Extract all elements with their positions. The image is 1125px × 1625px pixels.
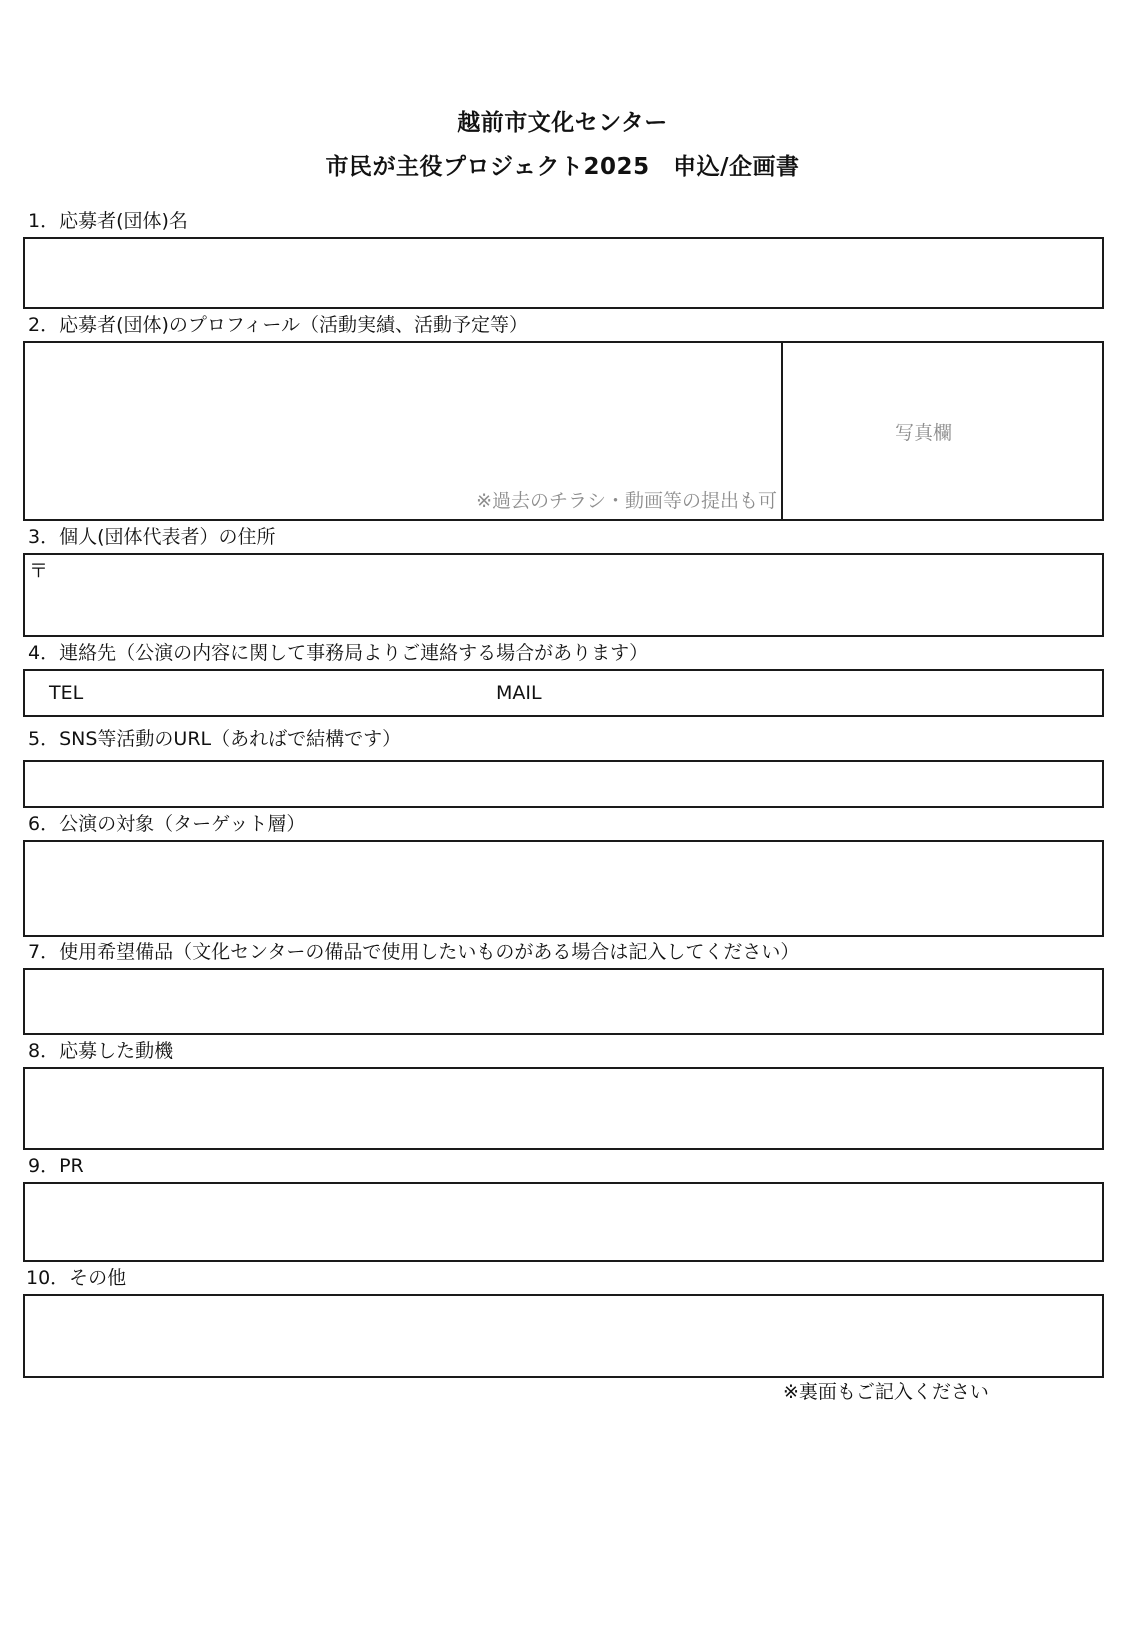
target-audience-field[interactable] <box>23 840 1104 937</box>
section-5-label: 5．SNS等活動のURL（あればで結構です） <box>28 728 402 750</box>
section-2-label: 2．応募者(団体)のプロフィール（活動実績、活動予定等） <box>28 314 529 336</box>
photo-divider <box>781 343 783 519</box>
section-4-label: 4．連絡先（公演の内容に関して事務局よりご連絡する場合があります） <box>28 642 649 664</box>
sns-url-field[interactable] <box>23 760 1104 808</box>
section-10-label: 10．その他 <box>26 1267 127 1289</box>
contact-box <box>23 669 1104 717</box>
postal-mark: 〒 <box>29 560 49 582</box>
section-6-label: 6．公演の対象（ターゲット層） <box>28 813 306 835</box>
pr-field[interactable] <box>23 1182 1104 1262</box>
section-7-label: 7．使用希望備品（文化センターの備品で使用したいものがある場合は記入してください） <box>28 941 800 963</box>
section-9-label: 9．PR <box>28 1155 84 1177</box>
equipment-field[interactable] <box>23 968 1104 1035</box>
form-title: 越前市文化センター <box>457 110 668 136</box>
photo-label: 写真欄 <box>895 422 953 444</box>
profile-note: ※過去のチラシ・動画等の提出も可 <box>476 490 777 512</box>
mail-label: MAIL <box>496 682 542 704</box>
section-8-label: 8．応募した動機 <box>28 1040 174 1062</box>
motivation-field[interactable] <box>23 1067 1104 1150</box>
other-field[interactable] <box>23 1294 1104 1378</box>
profile-box <box>23 341 1104 521</box>
address-field[interactable] <box>23 553 1104 637</box>
form-subtitle: 市民が主役プロジェクト2025 申込/企画書 <box>325 154 800 180</box>
footer-note: ※裏面もご記入ください <box>783 1381 989 1403</box>
section-3-label: 3．個人(団体代表者）の住所 <box>28 526 276 548</box>
applicant-name-field[interactable] <box>23 237 1104 309</box>
tel-label: TEL <box>49 682 84 704</box>
section-1-label: 1．応募者(団体)名 <box>28 210 188 232</box>
